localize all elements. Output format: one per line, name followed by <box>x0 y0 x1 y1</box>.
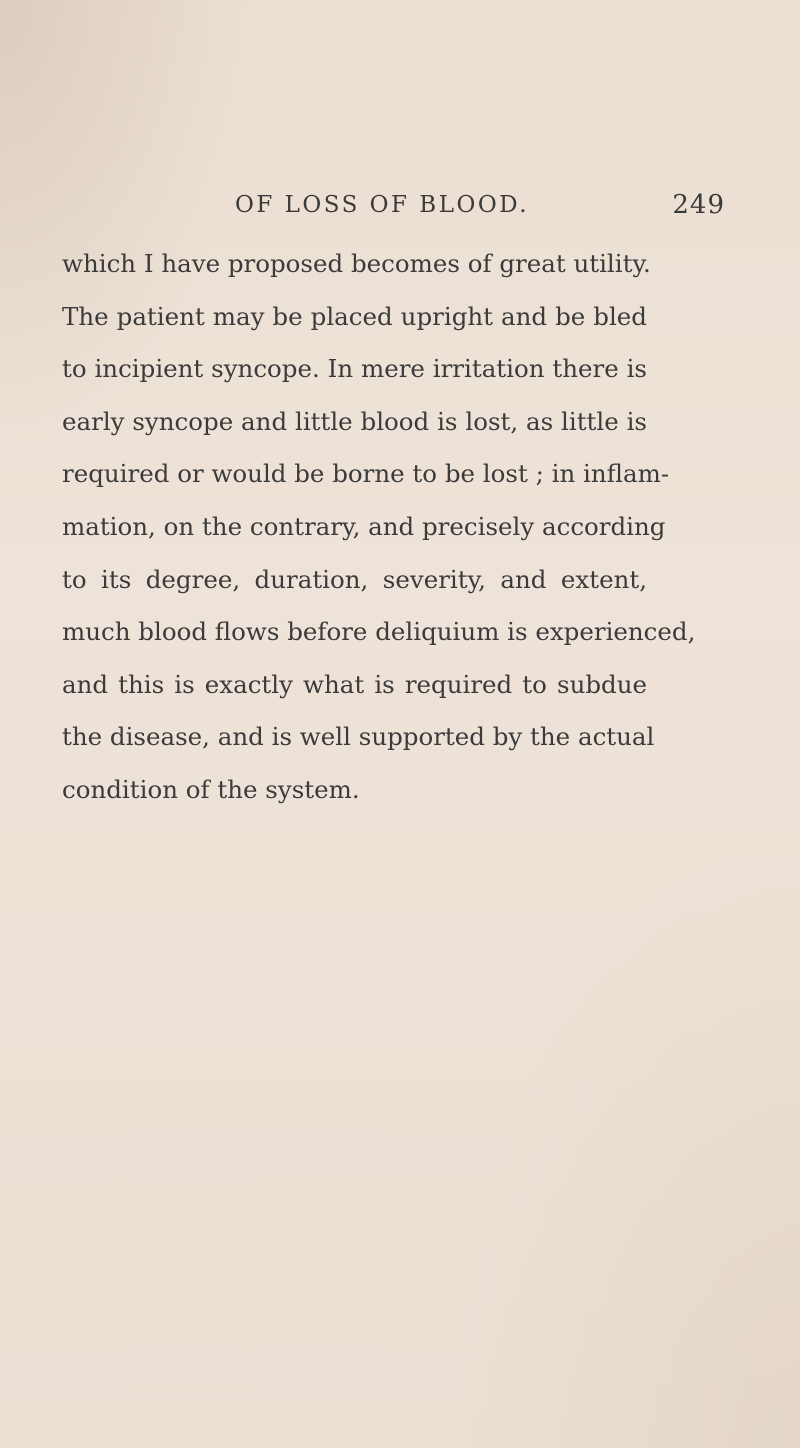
chapter-title: OF LOSS OF BLOOD. <box>235 192 530 218</box>
text-line: early syncope and little blood is lost, as little is <box>62 406 647 436</box>
text-line: to its degree, duration, severity, and extent, <box>62 564 647 594</box>
text-line: the disease, and is well supported by the actual <box>62 722 655 752</box>
text-line: and this is exactly what is required to subdue <box>62 669 647 699</box>
page-number: 249 <box>672 190 725 220</box>
text-line: which I have proposed becomes of great utility. <box>62 249 651 278</box>
body-text <box>62 238 696 817</box>
text-line: condition of the system. <box>62 774 360 804</box>
running-head <box>60 192 725 232</box>
text-line: The patient may be placed upright and be bled <box>62 301 647 331</box>
text-line: to incipient syncope. In mere irritation there is <box>62 354 647 384</box>
text-line: required or would be borne to be lost ; in inflam- <box>62 459 670 489</box>
text-line: much blood flows before deliquium is experienced, <box>62 617 696 647</box>
text-line: mation, on the contrary, and precisely according <box>62 511 666 541</box>
